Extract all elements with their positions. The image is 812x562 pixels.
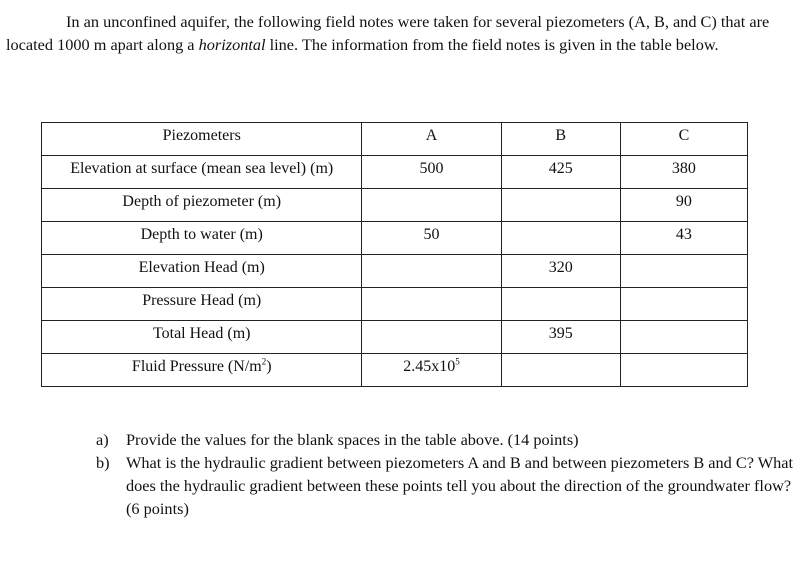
- intro-text-end: line. The information from the field notes is given in the table below.: [265, 35, 719, 54]
- table-row: [42, 321, 748, 354]
- fluid-pressure-label-tail: ): [266, 358, 272, 375]
- fluid-pressure-label: Fluid Pressure (N/m: [131, 358, 262, 375]
- pressure-value-base: 2.45x10: [403, 358, 456, 375]
- cell-b: 425: [501, 156, 620, 189]
- cell-c: [620, 321, 747, 354]
- row-label: Elevation Head (m): [42, 255, 362, 288]
- row-label: Depth to water (m): [42, 222, 362, 255]
- question-letter: a): [96, 430, 109, 449]
- row-label: Total Head (m): [42, 321, 362, 354]
- cell-b: [501, 222, 620, 255]
- cell-a: [362, 255, 501, 288]
- cell-c: [620, 354, 747, 387]
- cell-b: 320: [501, 255, 620, 288]
- cell-a: [362, 189, 501, 222]
- row-label: Elevation at surface (mean sea level) (m): [42, 156, 362, 189]
- table-row: [42, 354, 748, 387]
- table-row: [42, 189, 748, 222]
- table-header-row: [42, 123, 748, 156]
- header-piezometers: Piezometers: [42, 123, 362, 156]
- piezometer-table: [41, 122, 748, 387]
- row-label: [42, 354, 362, 387]
- header-c: C: [620, 123, 747, 156]
- question-item: [96, 428, 796, 451]
- cell-c: 43: [620, 222, 747, 255]
- cell-a: 500: [362, 156, 501, 189]
- cell-c: [620, 288, 747, 321]
- pressure-value-exponent: 5: [455, 356, 460, 367]
- cell-a: 50: [362, 222, 501, 255]
- cell-b: [501, 354, 620, 387]
- cell-a: [362, 354, 501, 387]
- intro-emphasis: horizontal: [198, 35, 266, 54]
- cell-c: [620, 255, 747, 288]
- table-row: [42, 156, 748, 189]
- cell-b: [501, 189, 620, 222]
- question-item: [96, 451, 796, 520]
- row-label: Depth of piezometer (m): [42, 189, 362, 222]
- row-label: Pressure Head (m): [42, 288, 362, 321]
- question-text: Provide the values for the blank spaces in the table above. (14 points): [126, 430, 579, 449]
- intro-paragraph: [6, 10, 796, 56]
- intro-text-start: In an unconfined aquifer, the following field notes were taken for several piezometers (A, B, and C) that are located 1000 m apart along a: [6, 12, 770, 54]
- header-a: A: [362, 123, 501, 156]
- cell-a: [362, 321, 501, 354]
- table-row: [42, 288, 748, 321]
- cell-b: 395: [501, 321, 620, 354]
- cell-c: 90: [620, 189, 747, 222]
- unit-exponent: 2: [261, 356, 267, 367]
- table-row: [42, 222, 748, 255]
- question-list: [96, 428, 796, 520]
- cell-a: [362, 288, 501, 321]
- question-letter: b): [96, 453, 110, 472]
- cell-c: 380: [620, 156, 747, 189]
- table-row: [42, 255, 748, 288]
- cell-b: [501, 288, 620, 321]
- header-b: B: [501, 123, 620, 156]
- question-text: What is the hydraulic gradient between piezometers A and B and between piezometers B and C? What does the hydraulic gradient between these points tell you about the direction of the groundwater flow? (6 points): [126, 453, 794, 518]
